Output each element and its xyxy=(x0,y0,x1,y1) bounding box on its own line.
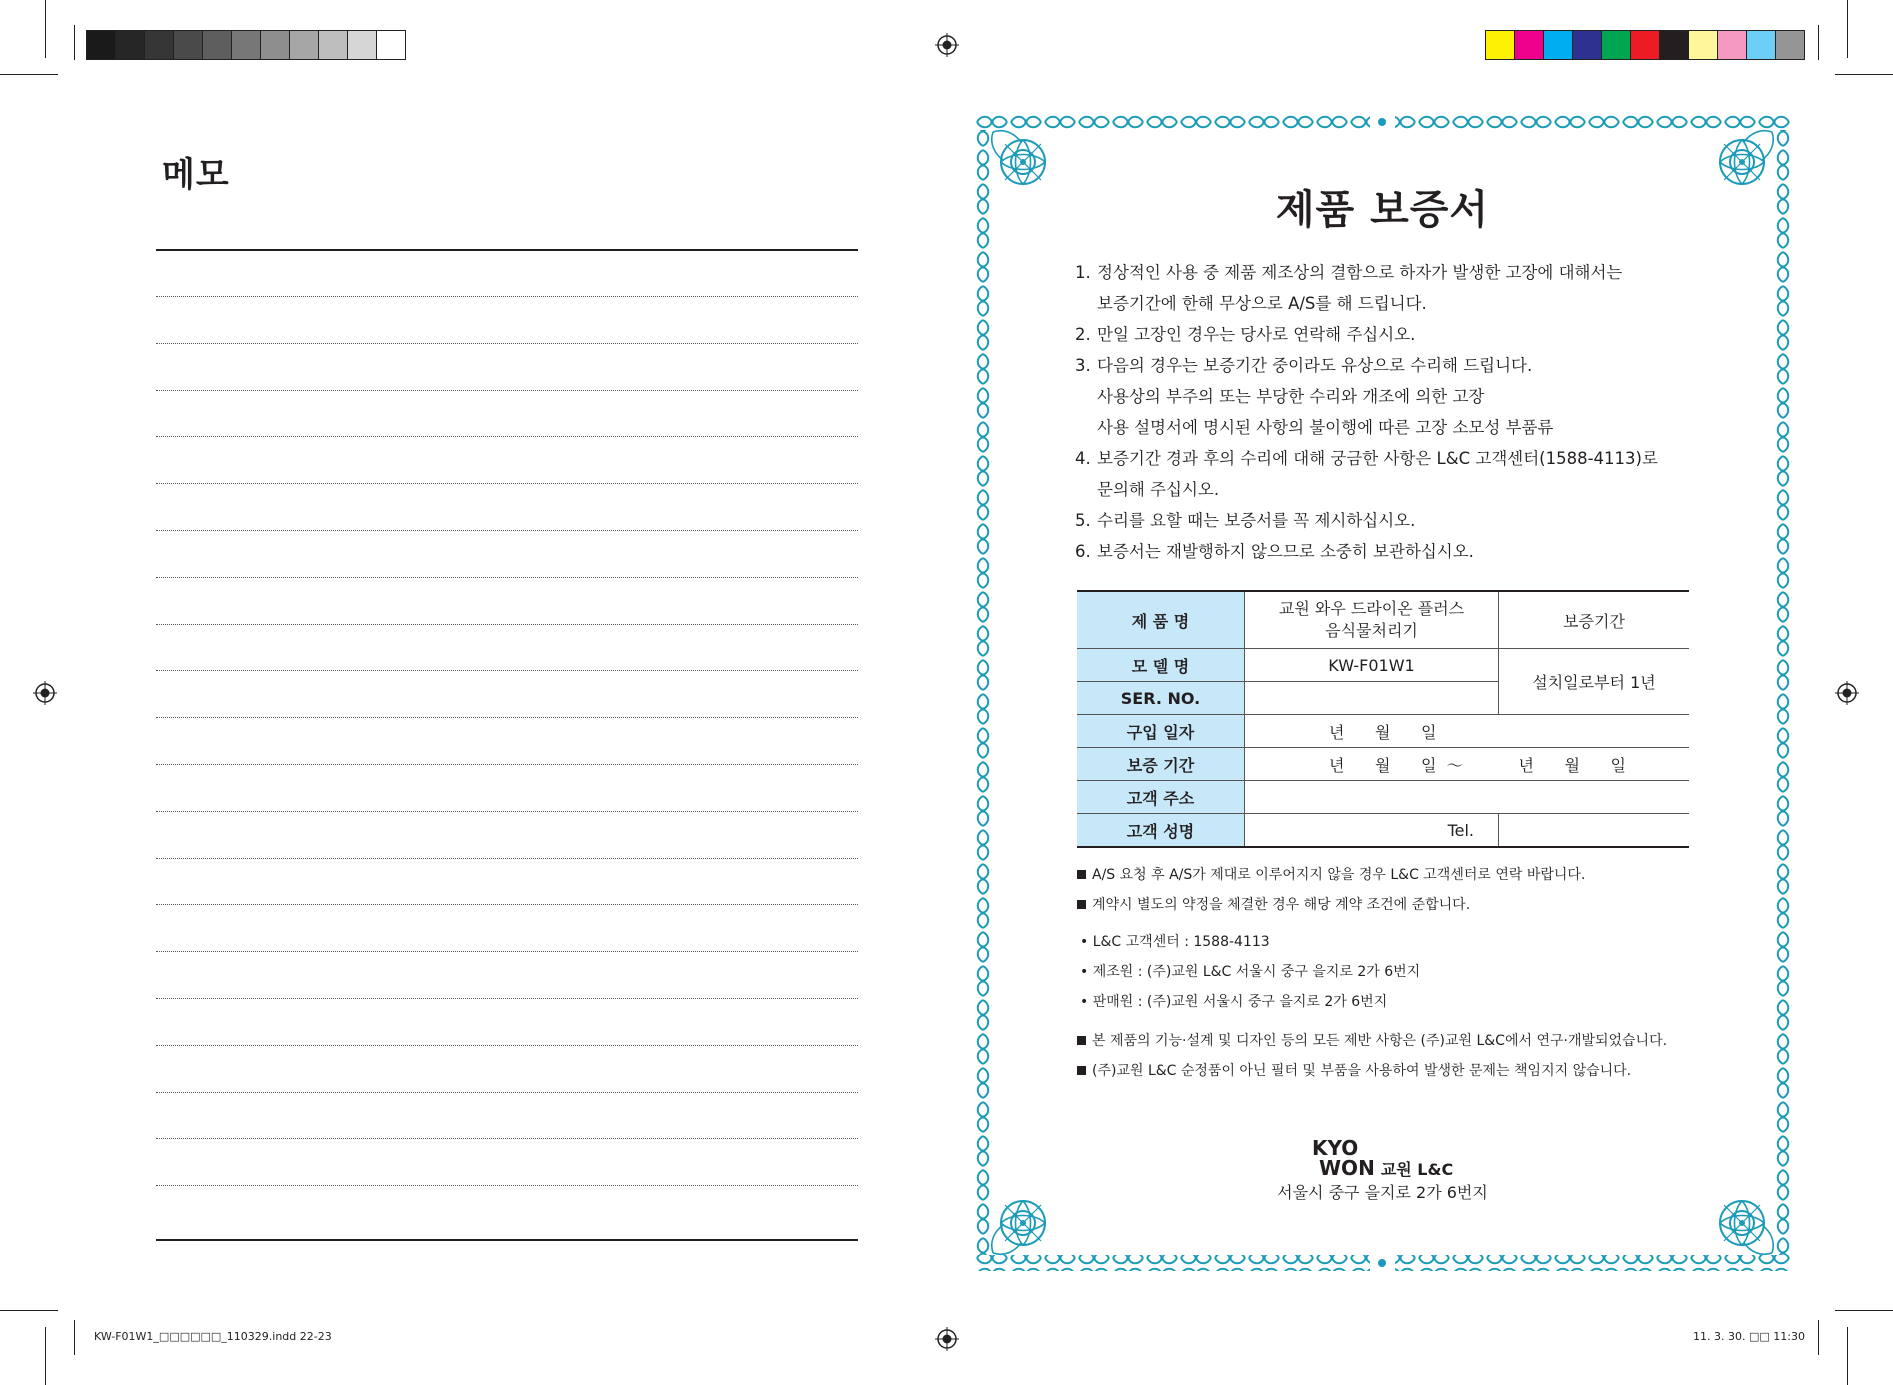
term-line xyxy=(1075,319,1715,350)
memo-line xyxy=(156,577,858,578)
color-swatch xyxy=(1631,31,1660,59)
table-row xyxy=(1077,781,1689,814)
memo-line xyxy=(156,624,858,625)
square-bullet-icon xyxy=(1077,1066,1086,1075)
square-bullet-icon xyxy=(1077,1036,1086,1045)
term-number: 3. xyxy=(1075,356,1091,375)
gray-swatch xyxy=(174,31,203,59)
warranty-period-label: 보증기간 xyxy=(1499,591,1690,649)
color-swatch xyxy=(1573,31,1602,59)
memo-line xyxy=(156,343,858,344)
registration-mark-icon xyxy=(935,33,959,57)
term-line xyxy=(1075,536,1715,567)
term-text: 보증서는 재발행하지 않으므로 소중히 보관하십시오. xyxy=(1097,542,1474,561)
color-swatch xyxy=(1718,31,1747,59)
term-line xyxy=(1075,381,1715,412)
note-text: A/S 요청 후 A/S가 제대로 이루어지지 않을 경우 L&C 고객센터로 연락 바랍니다. xyxy=(1092,867,1586,883)
memo-line xyxy=(156,811,858,812)
table-row xyxy=(1077,649,1689,682)
term-line xyxy=(1075,474,1715,505)
customer-address-value xyxy=(1245,781,1690,814)
customer-name-label: 고객 성명 xyxy=(1077,814,1245,848)
registration-mark-icon xyxy=(33,681,57,705)
gray-swatch xyxy=(377,31,405,59)
note-text: 계약시 별도의 약정을 체결한 경우 해당 계약 조건에 준합니다. xyxy=(1092,897,1471,913)
crop-mark xyxy=(1847,1327,1848,1385)
company-address: 서울시 중구 을지로 2가 6번지 xyxy=(1277,1183,1488,1202)
purchase-date-label: 구입 일자 xyxy=(1077,715,1245,748)
crop-mark xyxy=(1847,0,1848,58)
warranty-terms xyxy=(1075,257,1715,567)
crop-mark xyxy=(1818,1320,1819,1355)
memo-line xyxy=(156,1138,858,1139)
contact-info xyxy=(1080,927,1720,1017)
crop-mark xyxy=(45,1327,46,1385)
note-text: (주)교원 L&C 순정품이 아닌 필터 및 부품을 사용하여 발생한 문제는 책임지지 않습니다. xyxy=(1092,1063,1632,1079)
crop-mark xyxy=(74,1320,75,1355)
table-row xyxy=(1077,591,1689,649)
memo-line xyxy=(156,717,858,718)
kyowon-logo xyxy=(1312,1138,1453,1180)
logo-korean: 교원 L&C xyxy=(1380,1160,1454,1179)
term-line xyxy=(1075,257,1715,288)
process-color-bar xyxy=(1485,30,1805,60)
square-bullet-icon xyxy=(1077,900,1086,909)
product-name-line: 교원 와우 드라이온 플러스 xyxy=(1278,599,1465,618)
term-line xyxy=(1075,288,1715,319)
table-row xyxy=(1077,814,1689,848)
color-swatch xyxy=(1747,31,1776,59)
memo-bottom-rule xyxy=(156,1239,858,1241)
warranty-title: 제품 보증서 xyxy=(1275,187,1490,233)
term-text: 사용상의 부주의 또는 부당한 수리와 개조에 의한 고장 xyxy=(1097,387,1485,406)
crop-mark xyxy=(0,74,58,75)
term-line xyxy=(1075,350,1715,381)
color-swatch xyxy=(1776,31,1804,59)
warranty-notes xyxy=(1077,860,1717,920)
note-text: 본 제품의 기능·설계 및 디자인 등의 모든 제반 사항은 (주)교원 L&C에서 연구·개발되었습니다. xyxy=(1092,1033,1668,1049)
serial-label: SER. NO. xyxy=(1077,682,1245,715)
model-label: 모 델 명 xyxy=(1077,649,1245,682)
term-line xyxy=(1075,443,1715,474)
warranty-info-table xyxy=(1077,590,1689,848)
crop-mark xyxy=(1835,1310,1893,1311)
purchase-date-value: 년 월 일 xyxy=(1245,715,1690,748)
color-swatch xyxy=(1486,31,1515,59)
term-text: 수리를 요할 때는 보증서를 꼭 제시하십시오. xyxy=(1097,511,1416,530)
note-line xyxy=(1077,860,1717,890)
product-name-line: 음식물처리기 xyxy=(1325,621,1418,640)
logo-kyo: KYO xyxy=(1312,1136,1359,1160)
memo-line xyxy=(156,1092,858,1093)
memo-line xyxy=(156,1045,858,1046)
memo-line xyxy=(156,764,858,765)
legal-notes xyxy=(1077,1026,1717,1086)
memo-line xyxy=(156,670,858,671)
memo-line xyxy=(156,390,858,391)
term-text: 보증기간에 한해 무상으로 A/S를 해 드립니다. xyxy=(1097,294,1427,313)
color-swatch xyxy=(1660,31,1689,59)
term-line xyxy=(1075,412,1715,443)
term-text: 문의해 주십시오. xyxy=(1097,480,1220,499)
gray-swatch xyxy=(319,31,348,59)
serial-value xyxy=(1245,682,1499,715)
term-number: 4. xyxy=(1075,449,1091,468)
crop-mark xyxy=(1835,74,1893,75)
customer-address-label: 고객 주소 xyxy=(1077,781,1245,814)
crop-mark xyxy=(45,0,46,58)
table-row xyxy=(1077,715,1689,748)
tel-value xyxy=(1499,814,1690,848)
gray-swatch xyxy=(261,31,290,59)
memo-line xyxy=(156,858,858,859)
memo-title: 메모 xyxy=(162,155,230,195)
term-line xyxy=(1075,505,1715,536)
term-text: 다음의 경우는 보증기간 중이라도 유상으로 수리해 드립니다. xyxy=(1097,356,1533,375)
coverage-value: 년 월 일 ～ 년 월 일 xyxy=(1245,748,1690,781)
gray-swatch xyxy=(203,31,232,59)
memo-line xyxy=(156,296,858,297)
term-text: 만일 고장인 경우는 당사로 연락해 주십시오. xyxy=(1097,325,1416,344)
term-text: 정상적인 사용 중 제품 제조상의 결함으로 하자가 발생한 고장에 대해서는 xyxy=(1097,263,1623,282)
model-value: KW-F01W1 xyxy=(1245,649,1499,682)
square-bullet-icon xyxy=(1077,870,1086,879)
note-line xyxy=(1077,1026,1717,1056)
memo-line xyxy=(156,951,858,952)
gray-swatch xyxy=(116,31,145,59)
contact-line: • 판매원 : (주)교원 서울시 중구 을지로 2가 6번지 xyxy=(1080,994,1388,1010)
tel-label: Tel. xyxy=(1245,814,1499,848)
term-text: 보증기간 경과 후의 수리에 대해 궁금한 사항은 L&C 고객센터(1588-4113)로 xyxy=(1097,449,1658,468)
term-number: 1. xyxy=(1075,263,1091,282)
color-swatch xyxy=(1515,31,1544,59)
memo-line xyxy=(156,436,858,437)
slug-date-time: 11. 3. 30. □□ 11:30 xyxy=(1693,1330,1805,1343)
memo-line xyxy=(156,530,858,531)
note-line xyxy=(1077,1056,1717,1086)
contact-line: • 제조원 : (주)교원 L&C 서울시 중구 을지로 2가 6번지 xyxy=(1080,964,1421,980)
warranty-period-value: 설치일로부터 1년 xyxy=(1499,649,1690,715)
memo-top-rule xyxy=(156,249,858,251)
term-number: 2. xyxy=(1075,325,1091,344)
contact-line: • L&C 고객센터 : 1588-4113 xyxy=(1080,934,1270,950)
crop-mark xyxy=(1818,25,1819,60)
term-text: 사용 설명서에 명시된 사항의 불이행에 따른 고장 소모성 부품류 xyxy=(1097,418,1554,437)
memo-line xyxy=(156,1185,858,1186)
product-name-value xyxy=(1245,591,1499,649)
coverage-label: 보증 기간 xyxy=(1077,748,1245,781)
gray-swatch xyxy=(145,31,174,59)
table-row xyxy=(1077,748,1689,781)
registration-mark-icon xyxy=(935,1327,959,1351)
color-swatch xyxy=(1689,31,1718,59)
memo-line xyxy=(156,998,858,999)
gray-swatch xyxy=(232,31,261,59)
color-swatch xyxy=(1544,31,1573,59)
registration-mark-icon xyxy=(1835,681,1859,705)
gray-swatch xyxy=(290,31,319,59)
note-line xyxy=(1077,890,1717,920)
crop-mark xyxy=(0,1310,58,1311)
gray-swatch xyxy=(348,31,377,59)
color-swatch xyxy=(1602,31,1631,59)
slug-file-name: KW-F01W1_□□□□□□_110329.indd 22-23 xyxy=(94,1330,332,1343)
grayscale-color-bar xyxy=(86,30,406,60)
memo-line xyxy=(156,904,858,905)
logo-won: WON xyxy=(1319,1156,1375,1180)
product-name-label: 제 품 명 xyxy=(1077,591,1245,649)
term-number: 6. xyxy=(1075,542,1091,561)
gray-swatch xyxy=(87,31,116,59)
term-number: 5. xyxy=(1075,511,1091,530)
crop-mark xyxy=(74,25,75,60)
memo-line xyxy=(156,483,858,484)
